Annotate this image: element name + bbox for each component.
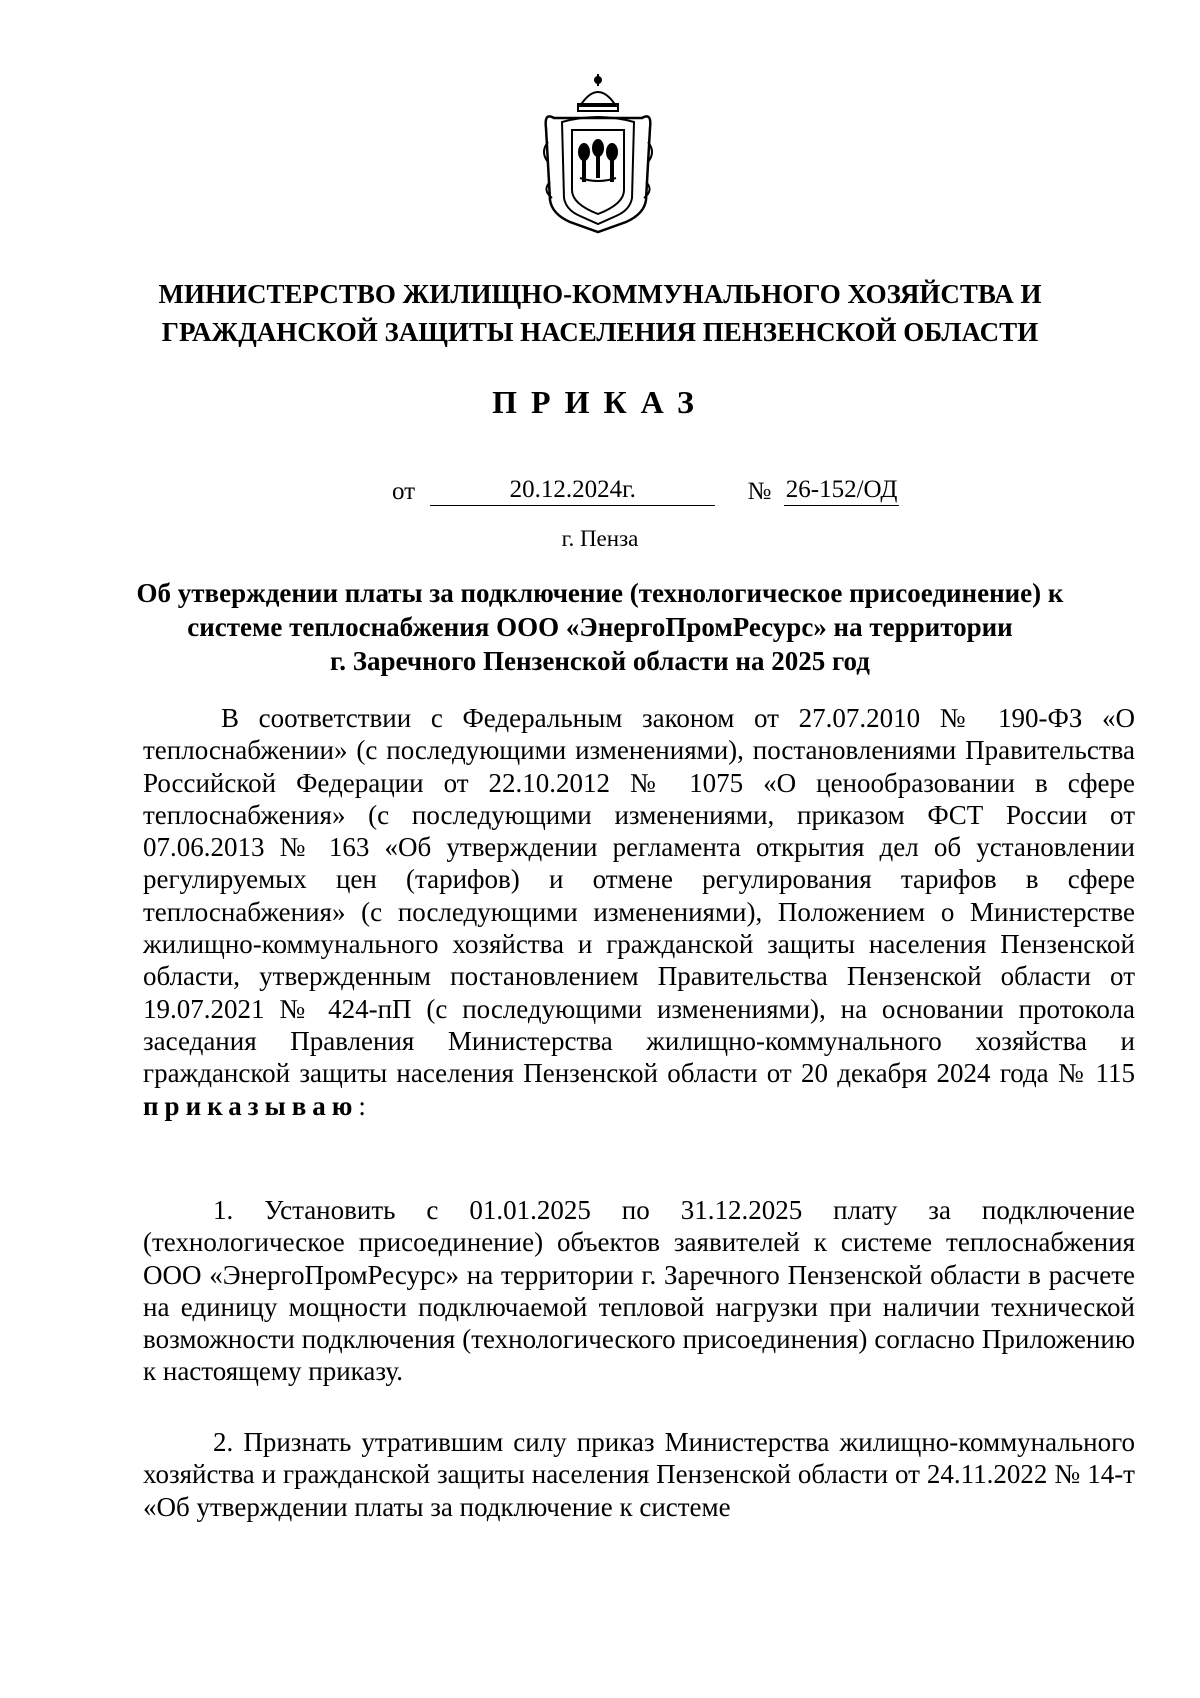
order-colon: : [358, 1090, 366, 1121]
city-line: г. Пенза [561, 526, 639, 551]
order-subject [130, 576, 1070, 678]
order-item-2: 2. Признать утратившим силу приказ Министерства жилищно-коммунального хозяйства и гражданской защиты населения Пензенской области от 24.11.2022 № 14-т «Об утверждении платы за подключение к системе [143, 1427, 1135, 1522]
order-item-1: 1. Установить с 01.01.2025 по 31.12.2025 плату за подключение (технологическое присоединение) объектов заявителей к системе теплоснабжения ООО «ЭнергоПромРесурс» на территории г. Заречного Пензенской области в расчете на единицу мощности подключаемой тепловой нагрузки при наличии технической возможности подключения (технологического присоединения) согласно Приложению к настоящему приказу. [143, 1195, 1135, 1387]
date-prefix: от [392, 478, 416, 505]
preamble-text: В соответствии с Федеральным законом от 27.07.2010 № 190-ФЗ «О теплоснабжении» (с последующими изменениями), постановлениями Правительства Российской Федерации от 22.10.2012 № 1075 «О ценообразовании в сфере теплоснабжения» (с последующими изменениями, приказом ФСТ России от 07.06.2013 № 163 «Об утверждении регламента открытия дел об установлении регулируемых цен (тарифов) и отмене регулирования тарифов в сфере теплоснабжения» (с последующими изменениями), Положением о Министерстве жилищно-коммунального хозяйства и гражданской защиты населения Пензенской области, утвержденным постановлением Правительства Пензенской области от 19.07.2021 № 424-пП (с последующими изменениями), на основании протокола заседания Правления Министерства жилищно-коммунального хозяйства и гражданской защиты населения Пензенской области от 20 декабря 2024 года № 115 [143, 703, 1135, 1089]
order-number: 26-152/ОД [784, 475, 900, 506]
coat-of-arms-icon [540, 72, 656, 234]
order-date: 20.12.2024г. [430, 475, 715, 506]
subject-line1: Об утверждении платы за подключение (технологическое присоединение) к [136, 578, 1064, 608]
subject-line2: системе теплоснабжения ООО «ЭнергоПромРесурс» на территории [187, 612, 1013, 642]
ministry-name [100, 275, 1100, 351]
subject-line3: г. Заречного Пензенской области на 2025 год [330, 646, 870, 676]
document-type-title: ПРИКАЗ [492, 384, 708, 420]
number-sign: № [747, 478, 772, 505]
order-date-number-row [392, 475, 899, 509]
preamble-paragraph [143, 702, 1135, 1122]
order-word: приказываю [143, 1090, 359, 1121]
ministry-name-line1: МИНИСТЕРСТВО ЖИЛИЩНО-КОММУНАЛЬНОГО ХОЗЯЙСТВА И [158, 279, 1042, 309]
ministry-name-line2: ГРАЖДАНСКОЙ ЗАЩИТЫ НАСЕЛЕНИЯ ПЕНЗЕНСКОЙ ОБЛАСТИ [161, 317, 1039, 347]
